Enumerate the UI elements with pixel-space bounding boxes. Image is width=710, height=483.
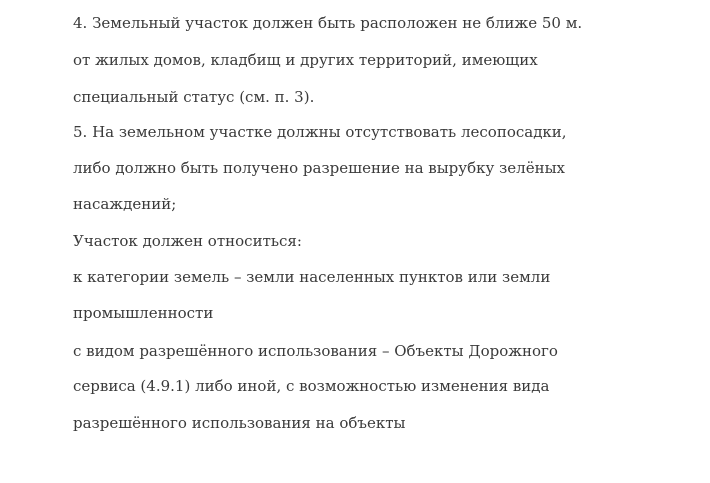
text-line: насаждений; <box>73 195 177 213</box>
text-line: с видом разрешённого использования – Объекты Дорожного <box>73 342 558 360</box>
text-line: к категории земель – земли населенных пунктов или земли <box>73 268 551 286</box>
text-line: сервиса (4.9.1) либо иной, с возможностью изменения вида <box>73 377 550 395</box>
text-line: 4. Земельный участок должен быть расположен не ближе 50 м. <box>73 14 583 32</box>
text-line: промышленности <box>73 304 214 322</box>
text-line: 5. На земельном участке должны отсутствовать лесопосадки, <box>73 123 567 141</box>
text-line: разрешённого использования на объекты <box>73 414 406 432</box>
text-line: от жилых домов, кладбищ и других территорий, имеющих <box>73 51 538 69</box>
text-line: Участок должен относиться: <box>73 232 302 250</box>
text-line: специальный статус (см. п. 3). <box>73 88 315 106</box>
text-line: либо должно быть получено разрешение на вырубку зелёных <box>73 159 565 177</box>
